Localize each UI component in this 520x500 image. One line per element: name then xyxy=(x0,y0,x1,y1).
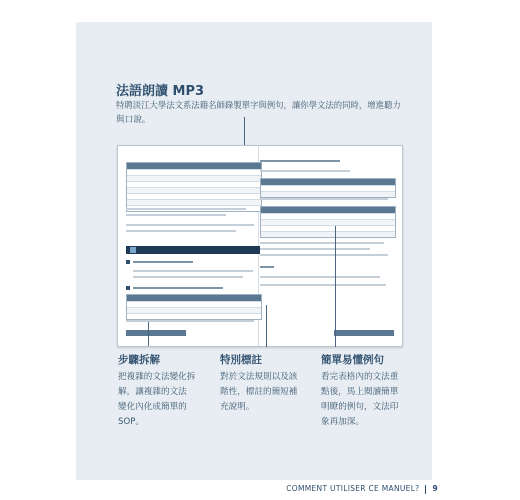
leader-line xyxy=(266,305,267,347)
leader-line xyxy=(148,322,149,346)
left-sample-page xyxy=(126,154,260,336)
footer-label: COMMENT UTILISER CE MANUEL? xyxy=(286,484,420,493)
callout-steps-title: 步驟拆解 xyxy=(118,354,160,366)
leader-line xyxy=(335,226,336,347)
callout-notes-text: 對於文法規則以及該 階性，標註的簡短補 充說明。 xyxy=(220,372,298,412)
callout-notes-title: 特別標註 xyxy=(220,354,262,366)
callout-steps-text: 把複雜的文法變化拆 解，讓複雜的文法 變化內化成簡單的 SOP。 xyxy=(118,372,196,427)
callout-mp3-title: 法語朗讀 MP3 xyxy=(116,84,205,99)
sample-table xyxy=(126,294,262,320)
sample-table xyxy=(260,178,396,198)
callout-mp3-text-line2: 與口說。 xyxy=(116,115,151,125)
sample-book-spread xyxy=(117,145,403,347)
sample-table xyxy=(126,162,262,212)
sample-table xyxy=(260,206,396,238)
section-band xyxy=(126,246,260,254)
callout-examples-text: 看完表格內的文法重 點後，馬上閱讀簡單 明瞭的例句，文法印 象再加深。 xyxy=(321,372,399,427)
right-sample-page xyxy=(260,154,394,336)
callout-mp3-text-line1: 特聘淡江大學法文系法籍名師錄製單字與例句，讓你學文法的同時，增進聽力 xyxy=(116,100,401,110)
callout-examples-title: 簡單易懂例句 xyxy=(321,354,384,366)
page-number: 9 xyxy=(432,484,438,493)
page-footer xyxy=(286,484,438,494)
